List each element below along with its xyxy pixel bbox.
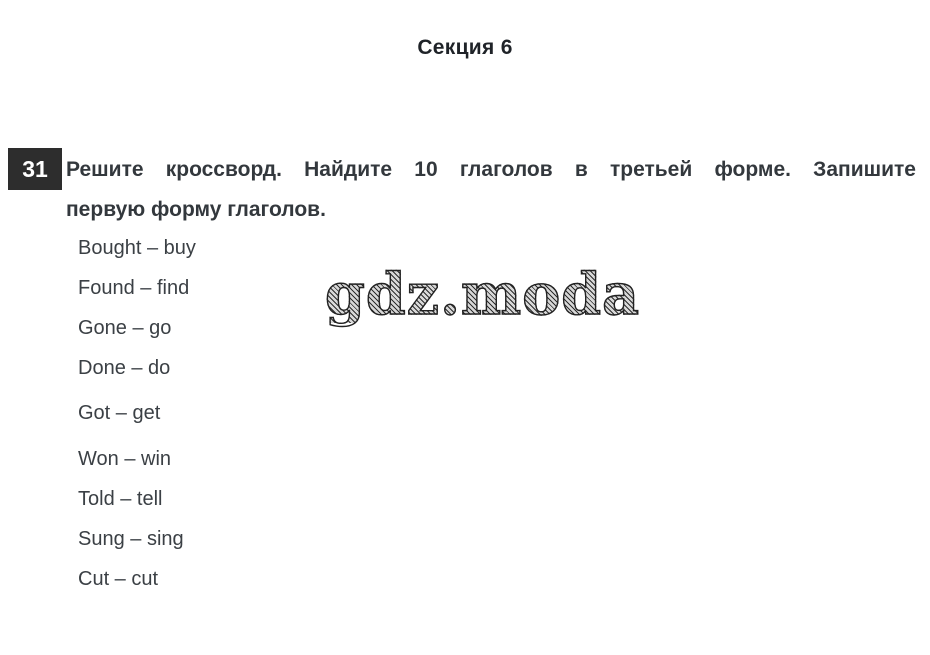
answer-item-bought: Bought – buy [78, 237, 196, 259]
answer-item-gone: Gone – go [78, 317, 172, 339]
answer-list [78, 228, 196, 599]
task-number-badge: 31 [8, 148, 62, 190]
answer-item-won: Won – win [78, 448, 172, 470]
answer-item-found: Found – find [78, 277, 190, 299]
task-instruction [66, 150, 916, 230]
instruction-line-2: первую форму глаголов. [66, 198, 326, 221]
instruction-line-1: Решите кроссворд. Найдите 10 глаголов в третьей форме. Запишите [66, 158, 916, 181]
answer-item-done: Done – do [78, 357, 171, 379]
answer-item-cut: Cut – cut [78, 568, 159, 590]
answer-item-told: Told – tell [78, 488, 163, 510]
answer-item-got: Got – get [78, 402, 161, 424]
page-title: Секция 6 [417, 36, 513, 59]
watermark-text: gdz.moda [325, 261, 641, 328]
answer-item-sung: Sung – sing [78, 528, 184, 550]
